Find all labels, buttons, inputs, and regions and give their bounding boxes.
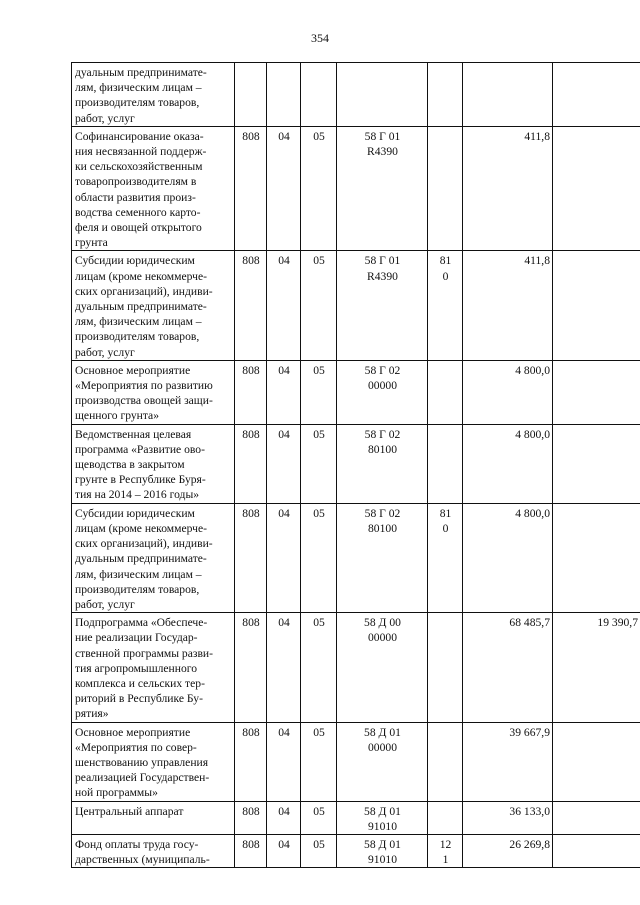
row-rz: 04 — [267, 251, 301, 360]
row-sum2 — [553, 722, 640, 801]
row-pr: 05 — [301, 503, 337, 612]
row-ved: 808 — [235, 834, 267, 867]
row-name: Основное мероприятие «Мероприятия по совер- шенствованию управления реализацией Государствен- ной программы» — [72, 722, 235, 801]
row-vr: 12 1 — [428, 834, 463, 867]
row-sum2 — [553, 360, 640, 424]
row-sum1: 36 133,0 — [463, 801, 553, 834]
row-pr: 05 — [301, 424, 337, 503]
row-sum1: 411,8 — [463, 251, 553, 360]
row-name: Софинансирование оказа- ния несвязанной поддерж- ки сельскохозяйственным товаропроизводителям в области развития произ- водства семенного карто- феля и овощей открытого грунта — [72, 126, 235, 251]
row-ved: 808 — [235, 251, 267, 360]
row-pr: 05 — [301, 834, 337, 867]
row-sum2 — [553, 834, 640, 867]
row-ved — [235, 63, 267, 127]
row-csr: 58 Д 01 91010 — [337, 834, 428, 867]
row-ved: 808 — [235, 424, 267, 503]
row-sum1: 39 667,9 — [463, 722, 553, 801]
row-csr: 58 Д 01 91010 — [337, 801, 428, 834]
row-sum1: 411,8 — [463, 126, 553, 251]
table-row — [72, 613, 640, 722]
row-pr: 05 — [301, 126, 337, 251]
row-pr: 05 — [301, 360, 337, 424]
row-sum2 — [553, 126, 640, 251]
table-row — [72, 63, 640, 127]
row-rz: 04 — [267, 126, 301, 251]
table-row — [72, 424, 640, 503]
row-csr: 58 Г 01 R4390 — [337, 251, 428, 360]
row-name: Основное мероприятие «Мероприятия по развитию производства овощей защи- щенного грунта» — [72, 360, 235, 424]
page-number: 354 — [311, 31, 329, 45]
row-sum2 — [553, 251, 640, 360]
row-ved: 808 — [235, 503, 267, 612]
row-vr — [428, 801, 463, 834]
row-rz: 04 — [267, 424, 301, 503]
row-name: Подпрограмма «Обеспече- ние реализации Государ- ственной программы разви- тия агропромышленного комплекса и сельских тер- риторий в Республике Бу- рятия» — [72, 613, 235, 722]
row-ved: 808 — [235, 722, 267, 801]
table-row — [72, 126, 640, 251]
row-vr — [428, 613, 463, 722]
row-name: Субсидии юридическим лицам (кроме некоммерче- ских организаций), индиви- дуальным предпринимате- лям, физическим лицам – производителям товаров, работ, услуг — [72, 251, 235, 360]
table-row — [72, 722, 640, 801]
row-name: Фонд оплаты труда госу- дарственных (муниципаль- — [72, 834, 235, 867]
row-vr — [428, 424, 463, 503]
row-csr: 58 Г 01 R4390 — [337, 126, 428, 251]
row-vr — [428, 63, 463, 127]
row-pr — [301, 63, 337, 127]
row-csr: 58 Д 00 00000 — [337, 613, 428, 722]
table-row — [72, 360, 640, 424]
row-rz: 04 — [267, 503, 301, 612]
row-pr: 05 — [301, 613, 337, 722]
row-rz: 04 — [267, 722, 301, 801]
row-sum1: 68 485,7 — [463, 613, 553, 722]
row-ved: 808 — [235, 801, 267, 834]
budget-table — [71, 62, 640, 868]
row-pr: 05 — [301, 722, 337, 801]
row-vr: 81 0 — [428, 251, 463, 360]
row-sum1: 4 800,0 — [463, 424, 553, 503]
row-pr: 05 — [301, 801, 337, 834]
row-vr — [428, 360, 463, 424]
row-csr — [337, 63, 428, 127]
row-rz: 04 — [267, 360, 301, 424]
row-sum2 — [553, 63, 640, 127]
row-csr: 58 Г 02 00000 — [337, 360, 428, 424]
row-rz: 04 — [267, 613, 301, 722]
row-pr: 05 — [301, 251, 337, 360]
table-row — [72, 801, 640, 834]
row-csr: 58 Д 01 00000 — [337, 722, 428, 801]
row-sum2: 19 390,7 — [553, 613, 640, 722]
row-name: Ведомственная целевая программа «Развитие ово- щеводства в закрытом грунте в Республике Буря- тия на 2014 – 2016 годы» — [72, 424, 235, 503]
row-vr — [428, 126, 463, 251]
row-sum1: 4 800,0 — [463, 360, 553, 424]
row-vr: 81 0 — [428, 503, 463, 612]
row-sum2 — [553, 424, 640, 503]
row-rz: 04 — [267, 801, 301, 834]
table-row — [72, 503, 640, 612]
row-sum1 — [463, 63, 553, 127]
row-ved: 808 — [235, 126, 267, 251]
table-row — [72, 834, 640, 867]
row-ved: 808 — [235, 360, 267, 424]
row-sum1: 26 269,8 — [463, 834, 553, 867]
row-csr: 58 Г 02 80100 — [337, 424, 428, 503]
row-csr: 58 Г 02 80100 — [337, 503, 428, 612]
row-sum2 — [553, 503, 640, 612]
row-name: Центральный аппарат — [72, 801, 235, 834]
row-ved: 808 — [235, 613, 267, 722]
row-vr — [428, 722, 463, 801]
row-rz — [267, 63, 301, 127]
row-name: Субсидии юридическим лицам (кроме некоммерче- ских организаций), индиви- дуальным предпринимате- лям, физическим лицам – производителям товаров, работ, услуг — [72, 503, 235, 612]
row-name: дуальным предпринимате- лям, физическим лицам – производителям товаров, работ, услуг — [72, 63, 235, 127]
row-sum1: 4 800,0 — [463, 503, 553, 612]
row-sum2 — [553, 801, 640, 834]
table-row — [72, 251, 640, 360]
row-rz: 04 — [267, 834, 301, 867]
